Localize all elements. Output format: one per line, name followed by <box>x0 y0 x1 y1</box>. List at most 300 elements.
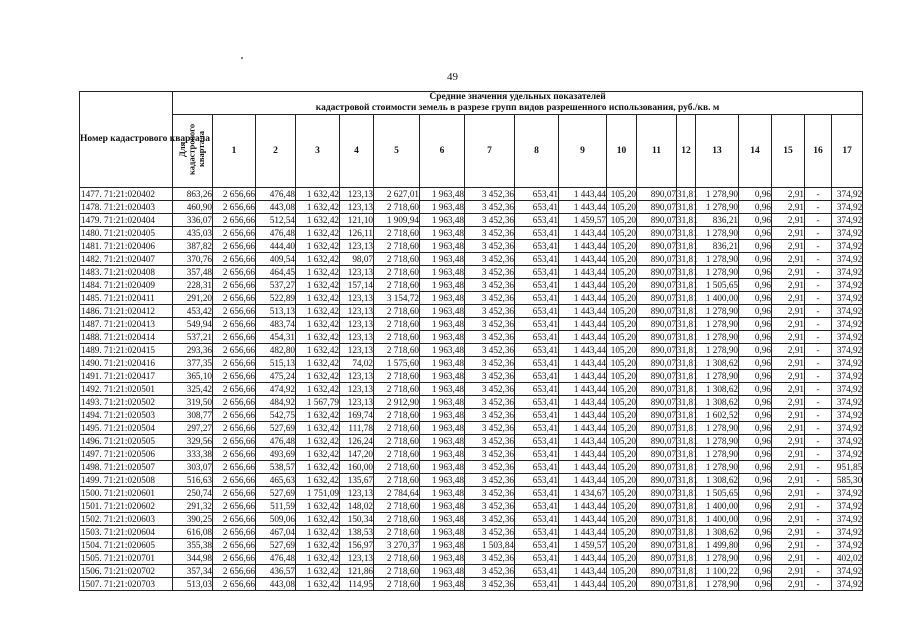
value-cell: 1 963,48 <box>420 279 465 292</box>
value-cell: 374,92 <box>832 409 863 422</box>
value-cell: 1 632,42 <box>296 266 340 279</box>
kadastr-number-cell: 1495. 71:21:020504 <box>80 422 173 435</box>
value-cell: 3 452,36 <box>465 422 515 435</box>
value-cell: 1 632,42 <box>296 214 340 227</box>
value-cell: 2,91 <box>772 292 805 305</box>
value-cell: 105,20 <box>607 357 637 370</box>
value-cell: 105,20 <box>607 409 637 422</box>
value-cell: 1 278,90 <box>696 578 739 591</box>
table-row <box>80 318 863 331</box>
value-cell: 1 632,42 <box>296 500 340 513</box>
value-cell: 365,10 <box>173 370 213 383</box>
value-cell: 890,07 <box>637 435 677 448</box>
value-cell: 1 963,48 <box>420 214 465 227</box>
value-cell: 1 400,00 <box>696 292 739 305</box>
value-cell: 374,92 <box>832 266 863 279</box>
value-cell: 123,13 <box>340 188 374 201</box>
kadastr-number-cell: 1496. 71:21:020505 <box>80 435 173 448</box>
value-cell: 374,92 <box>832 292 863 305</box>
value-cell: - <box>805 422 832 435</box>
value-cell: 291,32 <box>173 500 213 513</box>
value-cell: 105,20 <box>607 227 637 240</box>
table-row <box>80 565 863 578</box>
value-cell: 2 718,60 <box>374 409 420 422</box>
value-cell: 653,41 <box>515 214 559 227</box>
table-row <box>80 383 863 396</box>
value-cell: 329,56 <box>173 435 213 448</box>
value-cell: 3 270,37 <box>374 539 420 552</box>
cadastral-value-table <box>79 91 863 591</box>
value-cell: 374,92 <box>832 240 863 253</box>
value-cell: 409,54 <box>256 253 296 266</box>
value-cell: 31,81 <box>677 540 698 550</box>
value-cell: 374,92 <box>832 526 863 539</box>
value-cell: 1 963,48 <box>420 331 465 344</box>
value-cell: 1 963,48 <box>420 552 465 565</box>
value-cell: 1 443,44 <box>559 357 607 370</box>
value-cell: 0,96 <box>739 292 772 305</box>
value-cell: 2 718,60 <box>374 201 420 214</box>
value-cell: - <box>805 370 832 383</box>
value-cell: 1 963,48 <box>420 565 465 578</box>
value-cell: - <box>805 279 832 292</box>
value-cell: 123,13 <box>340 396 374 409</box>
value-cell: 114,95 <box>340 578 374 591</box>
value-cell: 436,57 <box>256 565 296 578</box>
value-cell: 1 443,44 <box>559 253 607 266</box>
value-cell: 2,91 <box>772 422 805 435</box>
value-cell: 2 656,66 <box>213 357 256 370</box>
value-cell: 3 452,36 <box>465 578 515 591</box>
value-cell: 2 718,60 <box>374 474 420 487</box>
value-cell: 1 443,44 <box>559 292 607 305</box>
value-cell: 126,24 <box>340 435 374 448</box>
kadastr-number-cell: 1502. 71:21:020603 <box>80 513 173 526</box>
value-cell: 1 632,42 <box>296 331 340 344</box>
value-cell: 105,20 <box>607 279 637 292</box>
value-cell: - <box>805 201 832 214</box>
value-cell: 1 751,09 <box>296 487 340 500</box>
value-cell: 3 452,36 <box>465 253 515 266</box>
value-cell: 549,94 <box>173 318 213 331</box>
value-cell: 1 632,42 <box>296 383 340 396</box>
value-cell: 1 443,44 <box>559 578 607 591</box>
value-cell: 308,77 <box>173 409 213 422</box>
value-cell: 2 656,66 <box>213 188 256 201</box>
value-cell: 0,96 <box>739 513 772 526</box>
table-row <box>80 279 863 292</box>
value-cell: 653,41 <box>515 383 559 396</box>
value-cell: 31,81 <box>677 345 698 355</box>
kadastr-number-cell: 1497. 71:21:020506 <box>80 448 173 461</box>
value-cell: 890,07 <box>637 422 677 435</box>
kadastr-number-cell: 1486. 71:21:020412 <box>80 305 173 318</box>
value-cell: 1 632,42 <box>296 357 340 370</box>
kadastr-number-cell: 1498. 71:21:020507 <box>80 461 173 474</box>
group-column-header: 13 <box>696 115 739 188</box>
value-cell: 890,07 <box>637 539 677 552</box>
value-cell: 0,96 <box>739 331 772 344</box>
value-cell: - <box>805 357 832 370</box>
value-cell: 3 452,36 <box>465 526 515 539</box>
value-cell: 1 963,48 <box>420 448 465 461</box>
value-cell: 31,81 <box>677 462 698 472</box>
table-row <box>80 422 863 435</box>
value-cell: 250,74 <box>173 487 213 500</box>
value-cell: 31,81 <box>677 397 698 407</box>
value-cell: 1 278,90 <box>696 227 739 240</box>
table-row <box>80 370 863 383</box>
value-cell: 1 632,42 <box>296 474 340 487</box>
value-cell: 512,54 <box>256 214 296 227</box>
value-cell: 333,38 <box>173 448 213 461</box>
value-cell: 0,96 <box>739 383 772 396</box>
value-cell: 890,07 <box>637 526 677 539</box>
value-cell: 509,06 <box>256 513 296 526</box>
kadastr-number-cell: 1490. 71:21:020416 <box>80 357 173 370</box>
value-cell: 1 632,42 <box>296 422 340 435</box>
value-cell: 1 963,48 <box>420 318 465 331</box>
value-cell: 2 656,66 <box>213 526 256 539</box>
value-cell: 2 656,66 <box>213 409 256 422</box>
value-cell: 1 278,90 <box>696 305 739 318</box>
kadastr-number-cell: 1478. 71:21:020403 <box>80 201 173 214</box>
value-cell: 1 632,42 <box>296 513 340 526</box>
value-cell: 105,20 <box>607 266 637 279</box>
value-cell: 890,07 <box>637 188 677 201</box>
value-cell: 653,41 <box>515 513 559 526</box>
table-row <box>80 305 863 318</box>
value-cell: 0,96 <box>739 253 772 266</box>
value-cell: 3 452,36 <box>465 513 515 526</box>
value-cell: 2 718,60 <box>374 513 420 526</box>
value-cell: 482,80 <box>256 344 296 357</box>
value-cell: 3 452,36 <box>465 201 515 214</box>
value-cell: 435,03 <box>173 227 213 240</box>
value-cell: 31,81 <box>677 202 698 212</box>
table-row <box>80 500 863 513</box>
value-cell: 105,20 <box>607 201 637 214</box>
value-cell: 515,13 <box>256 357 296 370</box>
value-cell: 31,81 <box>677 241 698 251</box>
table-body <box>80 188 863 591</box>
value-cell: 0,96 <box>739 305 772 318</box>
value-cell: 2,91 <box>772 370 805 383</box>
value-cell: 374,92 <box>832 383 863 396</box>
value-cell: 890,07 <box>637 487 677 500</box>
kadastr-number-cell: 1477. 71:21:020402 <box>80 188 173 201</box>
value-cell: 1 443,44 <box>559 474 607 487</box>
value-cell: 355,38 <box>173 539 213 552</box>
value-cell: 105,20 <box>607 552 637 565</box>
value-cell: 2 718,60 <box>374 305 420 318</box>
value-cell: 3 452,36 <box>465 448 515 461</box>
value-cell: 31,81 <box>677 436 698 446</box>
value-cell: 3 452,36 <box>465 409 515 422</box>
table-row <box>80 474 863 487</box>
value-cell: 653,41 <box>515 201 559 214</box>
value-cell: 105,20 <box>607 344 637 357</box>
value-cell: 123,13 <box>340 383 374 396</box>
value-cell: 1 632,42 <box>296 552 340 565</box>
value-cell: 2,91 <box>772 396 805 409</box>
value-cell: 1 503,84 <box>465 539 515 552</box>
table-row <box>80 513 863 526</box>
value-cell: 2 718,60 <box>374 240 420 253</box>
value-cell: 1 443,44 <box>559 344 607 357</box>
value-cell: 1 963,48 <box>420 370 465 383</box>
kadastr-number-cell: 1488. 71:21:020414 <box>80 331 173 344</box>
caption-line-1: Средние значения удельных показателей <box>429 92 606 102</box>
value-cell: 653,41 <box>515 422 559 435</box>
value-cell: 0,96 <box>739 461 772 474</box>
value-cell: 2 718,60 <box>374 422 420 435</box>
value-cell: 890,07 <box>637 292 677 305</box>
value-cell: 123,13 <box>340 266 374 279</box>
kadastr-number-cell: 1504. 71:21:020605 <box>80 539 173 552</box>
value-cell: 2 718,60 <box>374 383 420 396</box>
table-row <box>80 552 863 565</box>
value-cell: - <box>805 253 832 266</box>
value-cell: 2 718,60 <box>374 526 420 539</box>
value-cell: 2,91 <box>772 474 805 487</box>
value-cell: 31,81 <box>677 319 698 329</box>
value-cell: 2 656,66 <box>213 552 256 565</box>
value-cell: 2 656,66 <box>213 227 256 240</box>
value-cell: 2,91 <box>772 409 805 422</box>
value-cell: 890,07 <box>637 474 677 487</box>
value-cell: 1 308,62 <box>696 474 739 487</box>
value-cell: 2 656,66 <box>213 422 256 435</box>
value-cell: 653,41 <box>515 565 559 578</box>
value-cell: 2 656,66 <box>213 266 256 279</box>
value-cell: 1 443,44 <box>559 448 607 461</box>
value-cell: 2 718,60 <box>374 318 420 331</box>
value-cell: 148,02 <box>340 500 374 513</box>
value-cell: 31,81 <box>677 332 698 342</box>
value-cell: 653,41 <box>515 396 559 409</box>
value-cell: 1 278,90 <box>696 435 739 448</box>
kadastr-number-cell: 1505. 71:21:020701 <box>80 552 173 565</box>
group-column-header: 10 <box>607 115 637 188</box>
value-cell: 1 278,90 <box>696 370 739 383</box>
value-cell: 890,07 <box>637 240 677 253</box>
value-cell: 653,41 <box>515 331 559 344</box>
value-cell: 1 632,42 <box>296 253 340 266</box>
value-cell: 1 632,42 <box>296 448 340 461</box>
value-cell: 105,20 <box>607 422 637 435</box>
kadastr-number-cell: 1484. 71:21:020409 <box>80 279 173 292</box>
value-cell: 890,07 <box>637 552 677 565</box>
value-cell: 3 452,36 <box>465 279 515 292</box>
value-cell: 2 656,66 <box>213 201 256 214</box>
value-cell: 402,02 <box>832 552 863 565</box>
value-cell: 890,07 <box>637 396 677 409</box>
table-row <box>80 461 863 474</box>
value-cell: 1 443,44 <box>559 565 607 578</box>
value-cell: 3 452,36 <box>465 318 515 331</box>
value-cell: 123,13 <box>340 331 374 344</box>
value-cell: 2 656,66 <box>213 396 256 409</box>
value-cell: - <box>805 578 832 591</box>
value-cell: 105,20 <box>607 331 637 344</box>
group-column-header: 7 <box>465 115 515 188</box>
value-cell: 3 452,36 <box>465 552 515 565</box>
kadastr-column-header: Номер кадастрового квартала <box>80 92 173 188</box>
value-cell: 374,92 <box>832 487 863 500</box>
value-cell: 453,42 <box>173 305 213 318</box>
value-cell: 374,92 <box>832 253 863 266</box>
value-cell: 357,48 <box>173 266 213 279</box>
value-cell: 105,20 <box>607 578 637 591</box>
value-cell: 2,91 <box>772 279 805 292</box>
value-cell: 31,81 <box>677 566 698 576</box>
value-cell: 123,13 <box>340 370 374 383</box>
value-cell: 374,92 <box>832 435 863 448</box>
value-cell: 476,48 <box>256 227 296 240</box>
value-cell: 585,30 <box>832 474 863 487</box>
value-cell: 2,91 <box>772 201 805 214</box>
value-cell: 2 718,60 <box>374 435 420 448</box>
value-cell: 374,92 <box>832 344 863 357</box>
value-cell: 0,96 <box>739 578 772 591</box>
value-cell: 2 718,60 <box>374 266 420 279</box>
value-cell: 1 567,79 <box>296 396 340 409</box>
value-cell: 653,41 <box>515 344 559 357</box>
value-cell: 3 452,36 <box>465 461 515 474</box>
value-cell: - <box>805 461 832 474</box>
value-cell: 123,13 <box>340 344 374 357</box>
value-cell: 2,91 <box>772 253 805 266</box>
kadastr-number-cell: 1506. 71:21:020702 <box>80 565 173 578</box>
value-cell: 336,07 <box>173 214 213 227</box>
value-cell: 31,81 <box>677 228 698 238</box>
value-cell: 538,57 <box>256 461 296 474</box>
value-cell: 2,91 <box>772 266 805 279</box>
value-cell: 1 278,90 <box>696 448 739 461</box>
group-column-header: 1 <box>213 115 256 188</box>
value-cell: 370,76 <box>173 253 213 266</box>
value-cell: 31,81 <box>677 254 698 264</box>
value-cell: 467,04 <box>256 526 296 539</box>
value-cell: 0,96 <box>739 201 772 214</box>
value-cell: 123,13 <box>340 552 374 565</box>
value-cell: 2 656,66 <box>213 578 256 591</box>
value-cell: 374,92 <box>832 513 863 526</box>
value-cell: 890,07 <box>637 357 677 370</box>
value-cell: - <box>805 565 832 578</box>
value-cell: 3 452,36 <box>465 383 515 396</box>
value-cell: 1 632,42 <box>296 409 340 422</box>
value-cell: 890,07 <box>637 344 677 357</box>
value-cell: 1 278,90 <box>696 331 739 344</box>
value-cell: 1 459,57 <box>559 539 607 552</box>
value-cell: 464,45 <box>256 266 296 279</box>
value-cell: - <box>805 344 832 357</box>
value-cell: 357,34 <box>173 565 213 578</box>
value-cell: 493,69 <box>256 448 296 461</box>
value-cell: 1 963,48 <box>420 487 465 500</box>
value-cell: 1 499,80 <box>696 539 739 552</box>
value-cell: 0,96 <box>739 370 772 383</box>
value-cell: 890,07 <box>637 266 677 279</box>
kvartal-column-header: Для кадастрового квартала <box>173 115 213 188</box>
value-cell: 123,13 <box>340 240 374 253</box>
value-cell: 0,96 <box>739 409 772 422</box>
value-cell: 0,96 <box>739 357 772 370</box>
value-cell: 476,48 <box>256 188 296 201</box>
value-cell: 653,41 <box>515 409 559 422</box>
value-cell: 1 963,48 <box>420 422 465 435</box>
value-cell: 2 718,60 <box>374 565 420 578</box>
value-cell: 123,13 <box>340 292 374 305</box>
value-cell: 1 963,48 <box>420 253 465 266</box>
value-cell: 2 656,66 <box>213 513 256 526</box>
value-cell: 3 452,36 <box>465 214 515 227</box>
value-cell: 2,91 <box>772 188 805 201</box>
value-cell: 0,96 <box>739 487 772 500</box>
value-cell: 1 505,65 <box>696 487 739 500</box>
value-cell: 2,91 <box>772 435 805 448</box>
value-cell: 1 632,42 <box>296 370 340 383</box>
value-cell: - <box>805 474 832 487</box>
value-cell: 0,96 <box>739 344 772 357</box>
value-cell: 951,85 <box>832 461 863 474</box>
value-cell: 1 575,60 <box>374 357 420 370</box>
value-cell: 2 656,66 <box>213 331 256 344</box>
group-column-header: 5 <box>374 115 420 188</box>
value-cell: 31,81 <box>677 579 698 589</box>
value-cell: 2,91 <box>772 305 805 318</box>
value-cell: 890,07 <box>637 318 677 331</box>
value-cell: 1 963,48 <box>420 409 465 422</box>
value-cell: 1 963,48 <box>420 539 465 552</box>
value-cell: 3 452,36 <box>465 266 515 279</box>
value-cell: 513,13 <box>256 305 296 318</box>
value-cell: 1 602,52 <box>696 409 739 422</box>
value-cell: 3 452,36 <box>465 487 515 500</box>
value-cell: 1 308,62 <box>696 357 739 370</box>
value-cell: 138,53 <box>340 526 374 539</box>
value-cell: 537,27 <box>256 279 296 292</box>
value-cell: 3 452,36 <box>465 396 515 409</box>
value-cell: 105,20 <box>607 500 637 513</box>
value-cell: 2 718,60 <box>374 578 420 591</box>
value-cell: 2 656,66 <box>213 240 256 253</box>
value-cell: 3 452,36 <box>465 565 515 578</box>
value-cell: 1 308,62 <box>696 526 739 539</box>
value-cell: 105,20 <box>607 292 637 305</box>
value-cell: 126,11 <box>340 227 374 240</box>
kadastr-number-cell: 1501. 71:21:020602 <box>80 500 173 513</box>
value-cell: 0,96 <box>739 448 772 461</box>
group-column-header: 11 <box>637 115 677 188</box>
value-cell: 31,81 <box>677 423 698 433</box>
value-cell: 105,20 <box>607 370 637 383</box>
value-cell: 0,96 <box>739 422 772 435</box>
value-cell: 374,92 <box>832 201 863 214</box>
value-cell: 653,41 <box>515 266 559 279</box>
value-cell: 1 963,48 <box>420 461 465 474</box>
value-cell: 836,21 <box>696 214 739 227</box>
value-cell: 303,07 <box>173 461 213 474</box>
group-column-header: 6 <box>420 115 465 188</box>
value-cell: 2 656,66 <box>213 305 256 318</box>
group-column-header: 4 <box>340 115 374 188</box>
group-column-header: 12 <box>677 115 696 188</box>
value-cell: 2 656,66 <box>213 539 256 552</box>
value-cell: 105,20 <box>607 539 637 552</box>
